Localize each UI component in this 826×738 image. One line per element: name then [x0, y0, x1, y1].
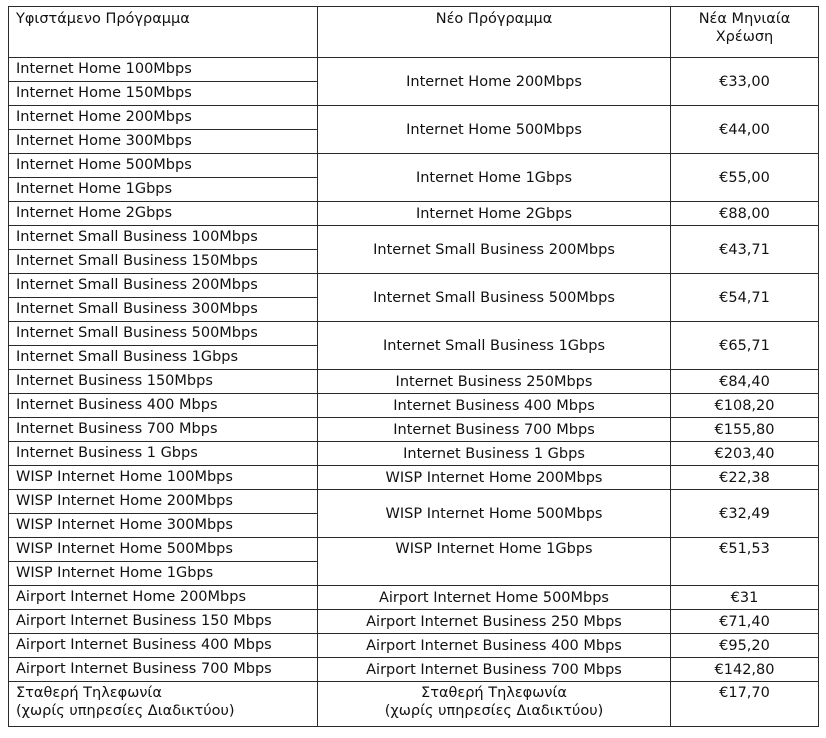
current-plan-cell — [9, 682, 318, 727]
table-row — [9, 418, 819, 442]
new-plan-cell: Airport Internet Business 250 Mbps — [318, 610, 671, 634]
new-plan-cell: WISP Internet Home 500Mbps — [318, 490, 671, 538]
table-row — [9, 394, 819, 418]
plan-migration-table — [8, 6, 819, 727]
current-plan-cell: Internet Home 1Gbps — [9, 178, 318, 202]
current-plan-cell: Internet Home 300Mbps — [9, 130, 318, 154]
table-row — [9, 490, 819, 514]
monthly-charge-cell: €203,40 — [671, 442, 819, 466]
table-row — [9, 274, 819, 298]
current-plan-cell: Internet Home 500Mbps — [9, 154, 318, 178]
new-plan-cell: Internet Home 500Mbps — [318, 106, 671, 154]
current-plan-cell: Airport Internet Home 200Mbps — [9, 586, 318, 610]
table-row — [9, 442, 819, 466]
monthly-charge-cell: €22,38 — [671, 466, 819, 490]
current-plan-cell: Internet Home 150Mbps — [9, 82, 318, 106]
new-plan-cell: Internet Small Business 500Mbps — [318, 274, 671, 322]
header-current-plan: Υφιστάμενο Πρόγραμμα — [9, 7, 318, 58]
monthly-charge-cell: €33,00 — [671, 58, 819, 106]
header-new-plan: Νέο Πρόγραμμα — [318, 7, 671, 58]
current-plan-cell: Airport Internet Business 400 Mbps — [9, 634, 318, 658]
table-row — [9, 202, 819, 226]
current-plan-cell: WISP Internet Home 200Mbps — [9, 490, 318, 514]
monthly-charge-cell: €31 — [671, 586, 819, 610]
monthly-charge-cell: €43,71 — [671, 226, 819, 274]
current-plan-cell: Internet Small Business 150Mbps — [9, 250, 318, 274]
new-plan-cell: Internet Business 250Mbps — [318, 370, 671, 394]
current-plan-line1: Σταθερή Τηλεφωνία — [16, 685, 162, 701]
new-plan-cell: Internet Home 1Gbps — [318, 154, 671, 202]
new-plan-cell: Airport Internet Business 400 Mbps — [318, 634, 671, 658]
monthly-charge-cell: €65,71 — [671, 322, 819, 370]
monthly-charge-cell: €142,80 — [671, 658, 819, 682]
new-plan-cell: Internet Home 200Mbps — [318, 58, 671, 106]
current-plan-cell: WISP Internet Home 100Mbps — [9, 466, 318, 490]
new-plan-cell: WISP Internet Home 200Mbps — [318, 466, 671, 490]
table-row — [9, 322, 819, 346]
monthly-charge-cell: €17,70 — [671, 682, 819, 727]
new-plan-cell: Internet Business 1 Gbps — [318, 442, 671, 466]
current-plan-cell: Internet Small Business 1Gbps — [9, 346, 318, 370]
current-plan-cell: Internet Home 200Mbps — [9, 106, 318, 130]
new-plan-cell — [318, 682, 671, 727]
new-plan-cell: Internet Small Business 1Gbps — [318, 322, 671, 370]
table-row — [9, 226, 819, 250]
header-row — [9, 7, 819, 58]
new-plan-line2: (χωρίς υπηρεσίες Διαδικτύου) — [384, 703, 604, 719]
current-plan-cell: WISP Internet Home 500Mbps — [9, 538, 318, 562]
table-row — [9, 538, 819, 562]
header-monthly-charge-line1: Νέα Μηνιαία — [698, 11, 791, 27]
new-plan-line1: Σταθερή Τηλεφωνία — [421, 685, 567, 701]
current-plan-cell: Internet Business 1 Gbps — [9, 442, 318, 466]
new-plan-cell: Internet Business 700 Mbps — [318, 418, 671, 442]
current-plan-cell: Airport Internet Business 700 Mbps — [9, 658, 318, 682]
current-plan-cell: Internet Business 150Mbps — [9, 370, 318, 394]
table-row — [9, 658, 819, 682]
current-plan-cell: Internet Small Business 100Mbps — [9, 226, 318, 250]
table-row — [9, 610, 819, 634]
monthly-charge-cell: €44,00 — [671, 106, 819, 154]
current-plan-cell: Internet Business 700 Mbps — [9, 418, 318, 442]
monthly-charge-cell: €51,53 — [671, 538, 819, 586]
monthly-charge-cell: €108,20 — [671, 394, 819, 418]
new-plan-cell: Airport Internet Home 500Mbps — [318, 586, 671, 610]
current-plan-cell: Internet Home 2Gbps — [9, 202, 318, 226]
monthly-charge-cell: €55,00 — [671, 154, 819, 202]
current-plan-cell: Internet Small Business 200Mbps — [9, 274, 318, 298]
table-row — [9, 682, 819, 727]
new-plan-cell: WISP Internet Home 1Gbps — [318, 538, 671, 586]
monthly-charge-cell: €95,20 — [671, 634, 819, 658]
table-row — [9, 154, 819, 178]
new-plan-cell: Internet Small Business 200Mbps — [318, 226, 671, 274]
new-plan-cell: Airport Internet Business 700 Mbps — [318, 658, 671, 682]
current-plan-cell: WISP Internet Home 300Mbps — [9, 514, 318, 538]
current-plan-cell: WISP Internet Home 1Gbps — [9, 562, 318, 586]
current-plan-line2: (χωρίς υπηρεσίες Διαδικτύου) — [16, 703, 235, 719]
monthly-charge-cell: €54,71 — [671, 274, 819, 322]
header-monthly-charge-line2: Χρέωση — [715, 29, 774, 45]
monthly-charge-cell: €32,49 — [671, 490, 819, 538]
monthly-charge-cell: €88,00 — [671, 202, 819, 226]
current-plan-cell: Internet Small Business 500Mbps — [9, 322, 318, 346]
current-plan-cell: Airport Internet Business 150 Mbps — [9, 610, 318, 634]
table-row — [9, 106, 819, 130]
table-row — [9, 58, 819, 82]
current-plan-cell: Internet Small Business 300Mbps — [9, 298, 318, 322]
monthly-charge-cell: €84,40 — [671, 370, 819, 394]
table-row — [9, 586, 819, 610]
monthly-charge-cell: €155,80 — [671, 418, 819, 442]
table-row — [9, 634, 819, 658]
table-row — [9, 370, 819, 394]
header-monthly-charge — [671, 7, 819, 58]
new-plan-cell: Internet Home 2Gbps — [318, 202, 671, 226]
current-plan-cell: Internet Home 100Mbps — [9, 58, 318, 82]
table-row — [9, 466, 819, 490]
monthly-charge-cell: €71,40 — [671, 610, 819, 634]
current-plan-cell: Internet Business 400 Mbps — [9, 394, 318, 418]
new-plan-cell: Internet Business 400 Mbps — [318, 394, 671, 418]
